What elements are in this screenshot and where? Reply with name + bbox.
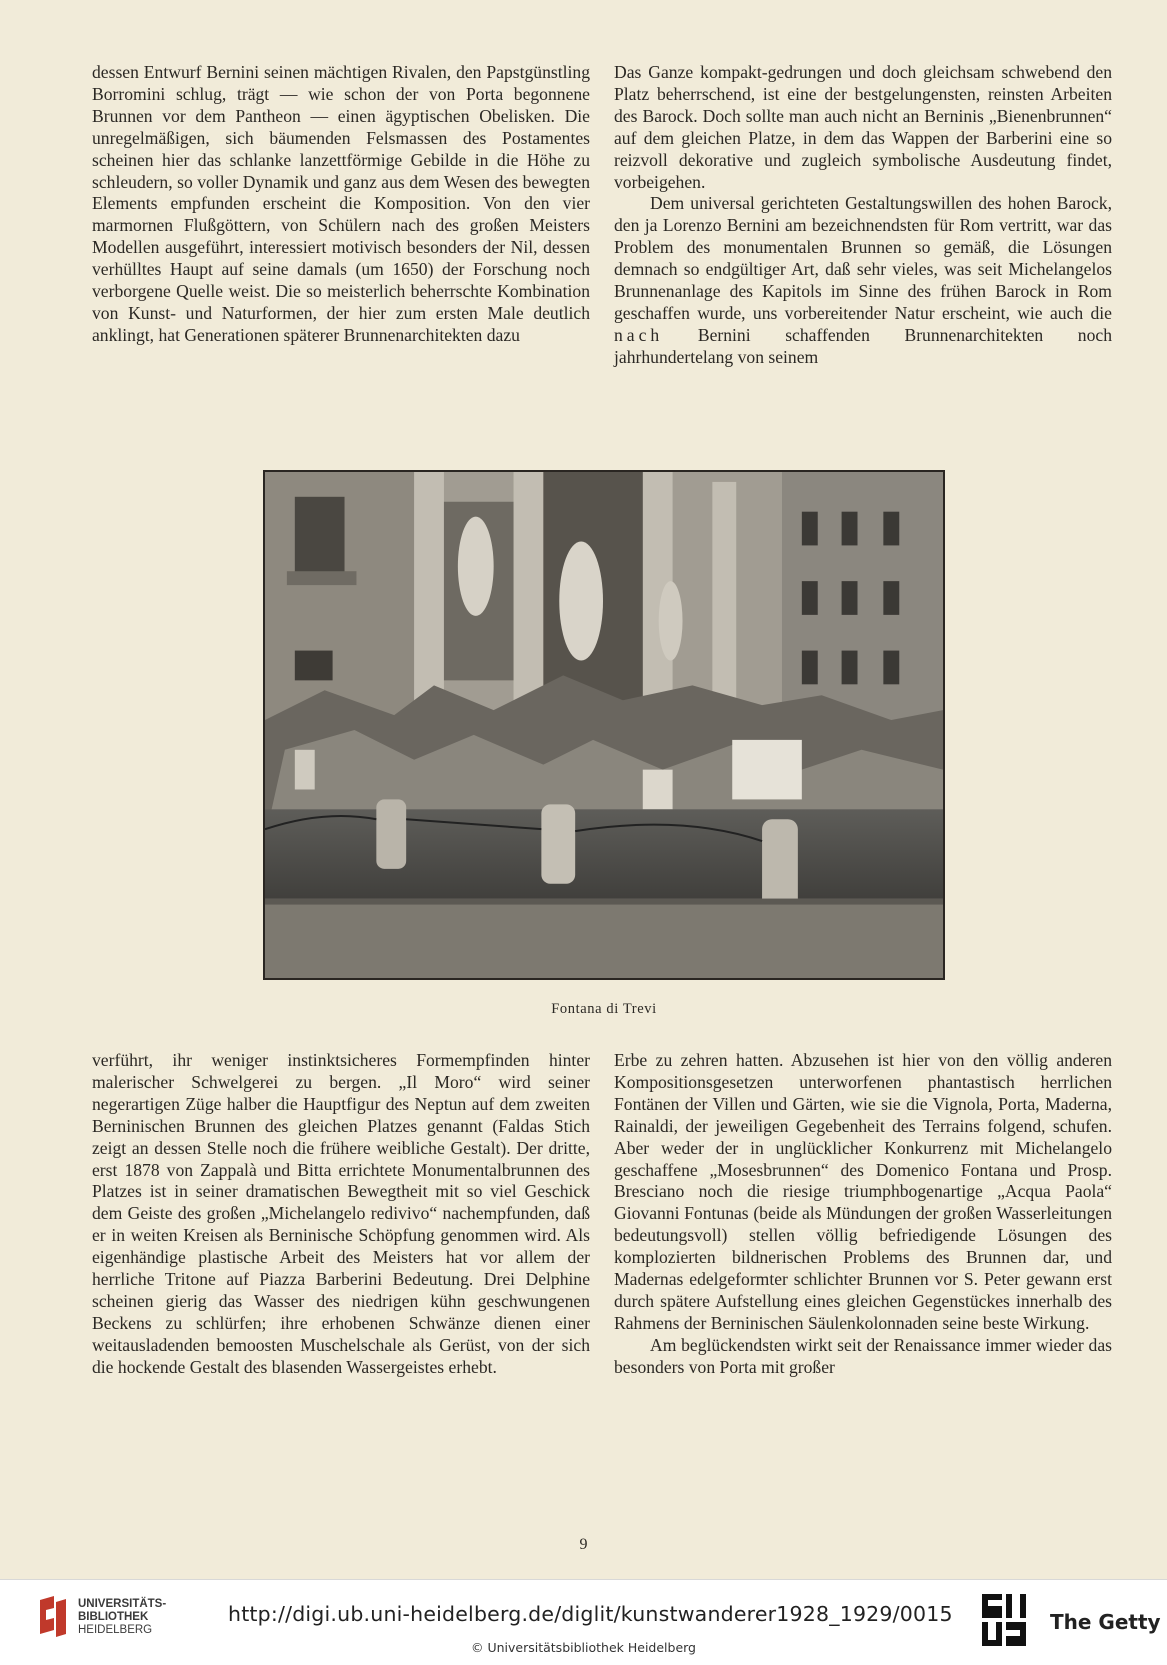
text-column-bottom-right [614, 1050, 1112, 1379]
photo-fontana-di-trevi [263, 470, 945, 980]
getty-logo-icon[interactable] [980, 1592, 1028, 1648]
figure-caption: Fontana di Trevi [551, 1001, 657, 1017]
paragraph [614, 193, 1112, 368]
library-line-1: UNIVERSITÄTS- [78, 1598, 167, 1610]
getty-name[interactable]: The Getty [1050, 1610, 1161, 1634]
photo-illustration [265, 472, 943, 978]
text-column-top-left [92, 62, 590, 347]
spaced-word: nach [614, 324, 664, 345]
page-number: 9 [579, 1536, 588, 1553]
paragraph: Das Ganze kompakt-gedrungen und doch gleichsam schwebend den Platz beherrschend, ist eine der bestgelungensten, reinsten Arbeiten des Barock. Doch sollte man auch nicht an Berninis „Bienenbrunnen“ auf dem gleichen Platze, in dem das Wappen der Barberini eine so reizvoll dekorative und zugleich symbolische Ausdeutung findet, vorbeigehen. [614, 62, 1112, 192]
paragraph: Am beglückendsten wirkt seit der Renaissance immer wieder das besonders von Porta mit großer [614, 1334, 1112, 1377]
copyright-notice: © Universitätsbibliothek Heidelberg [470, 1640, 696, 1655]
text-run: Bernini schaffenden Brunnenarchitekten noch jahrhundertelang von seinem [614, 324, 1113, 367]
library-line-3: HEIDELBERG [78, 1624, 153, 1636]
paragraph: verführt, ihr weniger instinktsicheres Formempfinden hinter malerischer Schwelgerei zu bergen. „Il Moro“ wird seiner negerartigen Züge halber die Hauptfigur des Neptun auf dem zweiten Berninischen Brunnen des gleichen Platzes genannt (Faldas Stich zeigt an dessen Stelle noch die frühere weibliche Gestalt). Der dritte, erst 1878 von Zappalà und Bitta errichtete Monumentalbrunnen des Platzes ist in seiner dramatischen Bewegtheit mit so viel Geschick dem Geiste des großen „Michelangelo redivivo“ nachempfunden, daß er in weiten Kreisen als Berninische Schöpfung genommen wird. Als eigenhändige plastische Arbeit des Meisters hat vor allem der herrliche Tritone auf Piazza Barberini Bedeutung. Drei Delphine scheinen gierig das Wasser des niedrigen kühn geschwungenen Beckens zu schlürfen; ihre erhobenen Schwänze dienen einer weitausladenden bemoosten Muschelschale als Gerüst, von der sich die hockende Gestalt des blasenden Wassergeistes erhebt. [92, 1050, 590, 1377]
paragraph: Erbe zu zehren hatten. Abzusehen ist hier von den völlig anderen Kompositionsgesetzen unterworfenen phantastisch herrlichen Fontänen der Villen und Gärten, wie sie die Vignola, Porta, Maderna, Rainaldi, der jeweiligen Gegebenheit des Terrains folgend, schufen. Aber weder der in unglücklicher Konkurrenz mit Michelangelo geschaffene „Mosesbrunnen“ des Domenico Fontana und Prosp. Bresciano noch die riesige triumphbogenartige „Acqua Paola“ Giovanni Fontunas (beide als Mündungen der großen Wasserleitungen bedeutungsvoll) stellen völlig befriedigende Lösungen des komplozierten bildnerischen Problems des Brunnen dar, und Madernas edelgeformter schlichter Brunnen vor S. Peter gewann erst durch spätere Aufstellung eines gleichen Gegenstückes innerhalb des Rahmens der Berninischen Säulenkolonnaden seine beste Wirkung. [614, 1050, 1112, 1333]
text-column-top-right [614, 62, 1112, 369]
text-column-bottom-left [92, 1050, 590, 1379]
library-line-2: BIBLIOTHEK [78, 1611, 149, 1623]
university-library-name[interactable] [78, 1598, 166, 1637]
paragraph: dessen Entwurf Bernini seinen mächtigen Rivalen, den Papstgünstling Borromini schlug, trägt — wie schon der von Porta begonnene Brunnen vor dem Pantheon — einen ägyptischen Obelisken. Die unregelmäßigen, sich bäumenden Felsmassen des Postamentes scheinen hier das schlanke lanzettförmige Gebilde in die Höhe zu schleudern, so voller Dynamik und ganz aus dem Wesen des bewegten Elements empfunden erscheint die Komposition. Von den vier marmornen Flußgöttern, von Schülern nach des großen Meisters Modellen ausgeführt, interessiert motivisch besonders der Nil, dessen verhülltes Haupt auf seine damals (um 1650) der Forschung noch verborgene Quelle weist. Die so meisterlich beherrschte Kombination von Kunst- und Naturformen, der hier zum ersten Male deutlich anklingt, hat Generationen späterer Brunnenarchitekten dazu [92, 62, 590, 345]
university-library-logo-icon[interactable] [36, 1594, 70, 1640]
digitization-footer [0, 1579, 1167, 1665]
text-run: Dem universal gerichteten Gestaltungswillen des hohen Barock, den ja Lorenzo Bernini am bezeichnendsten für Rom vertritt, war das Problem des monumentalen Brunnen so gemäß, die Lösungen demnach so endgültiger Art, daß sehr vieles, was seit Michelangelos Brunnenanlage des Kapitols im Sinne des frühen Barock in Rom geschaffen wurde, uns vorbereitender Natur erscheint, wie auch die [614, 193, 1112, 323]
permalink-url[interactable]: http://digi.ub.uni-heidelberg.de/diglit/kunstwanderer1928_1929/0015 [228, 1602, 953, 1626]
